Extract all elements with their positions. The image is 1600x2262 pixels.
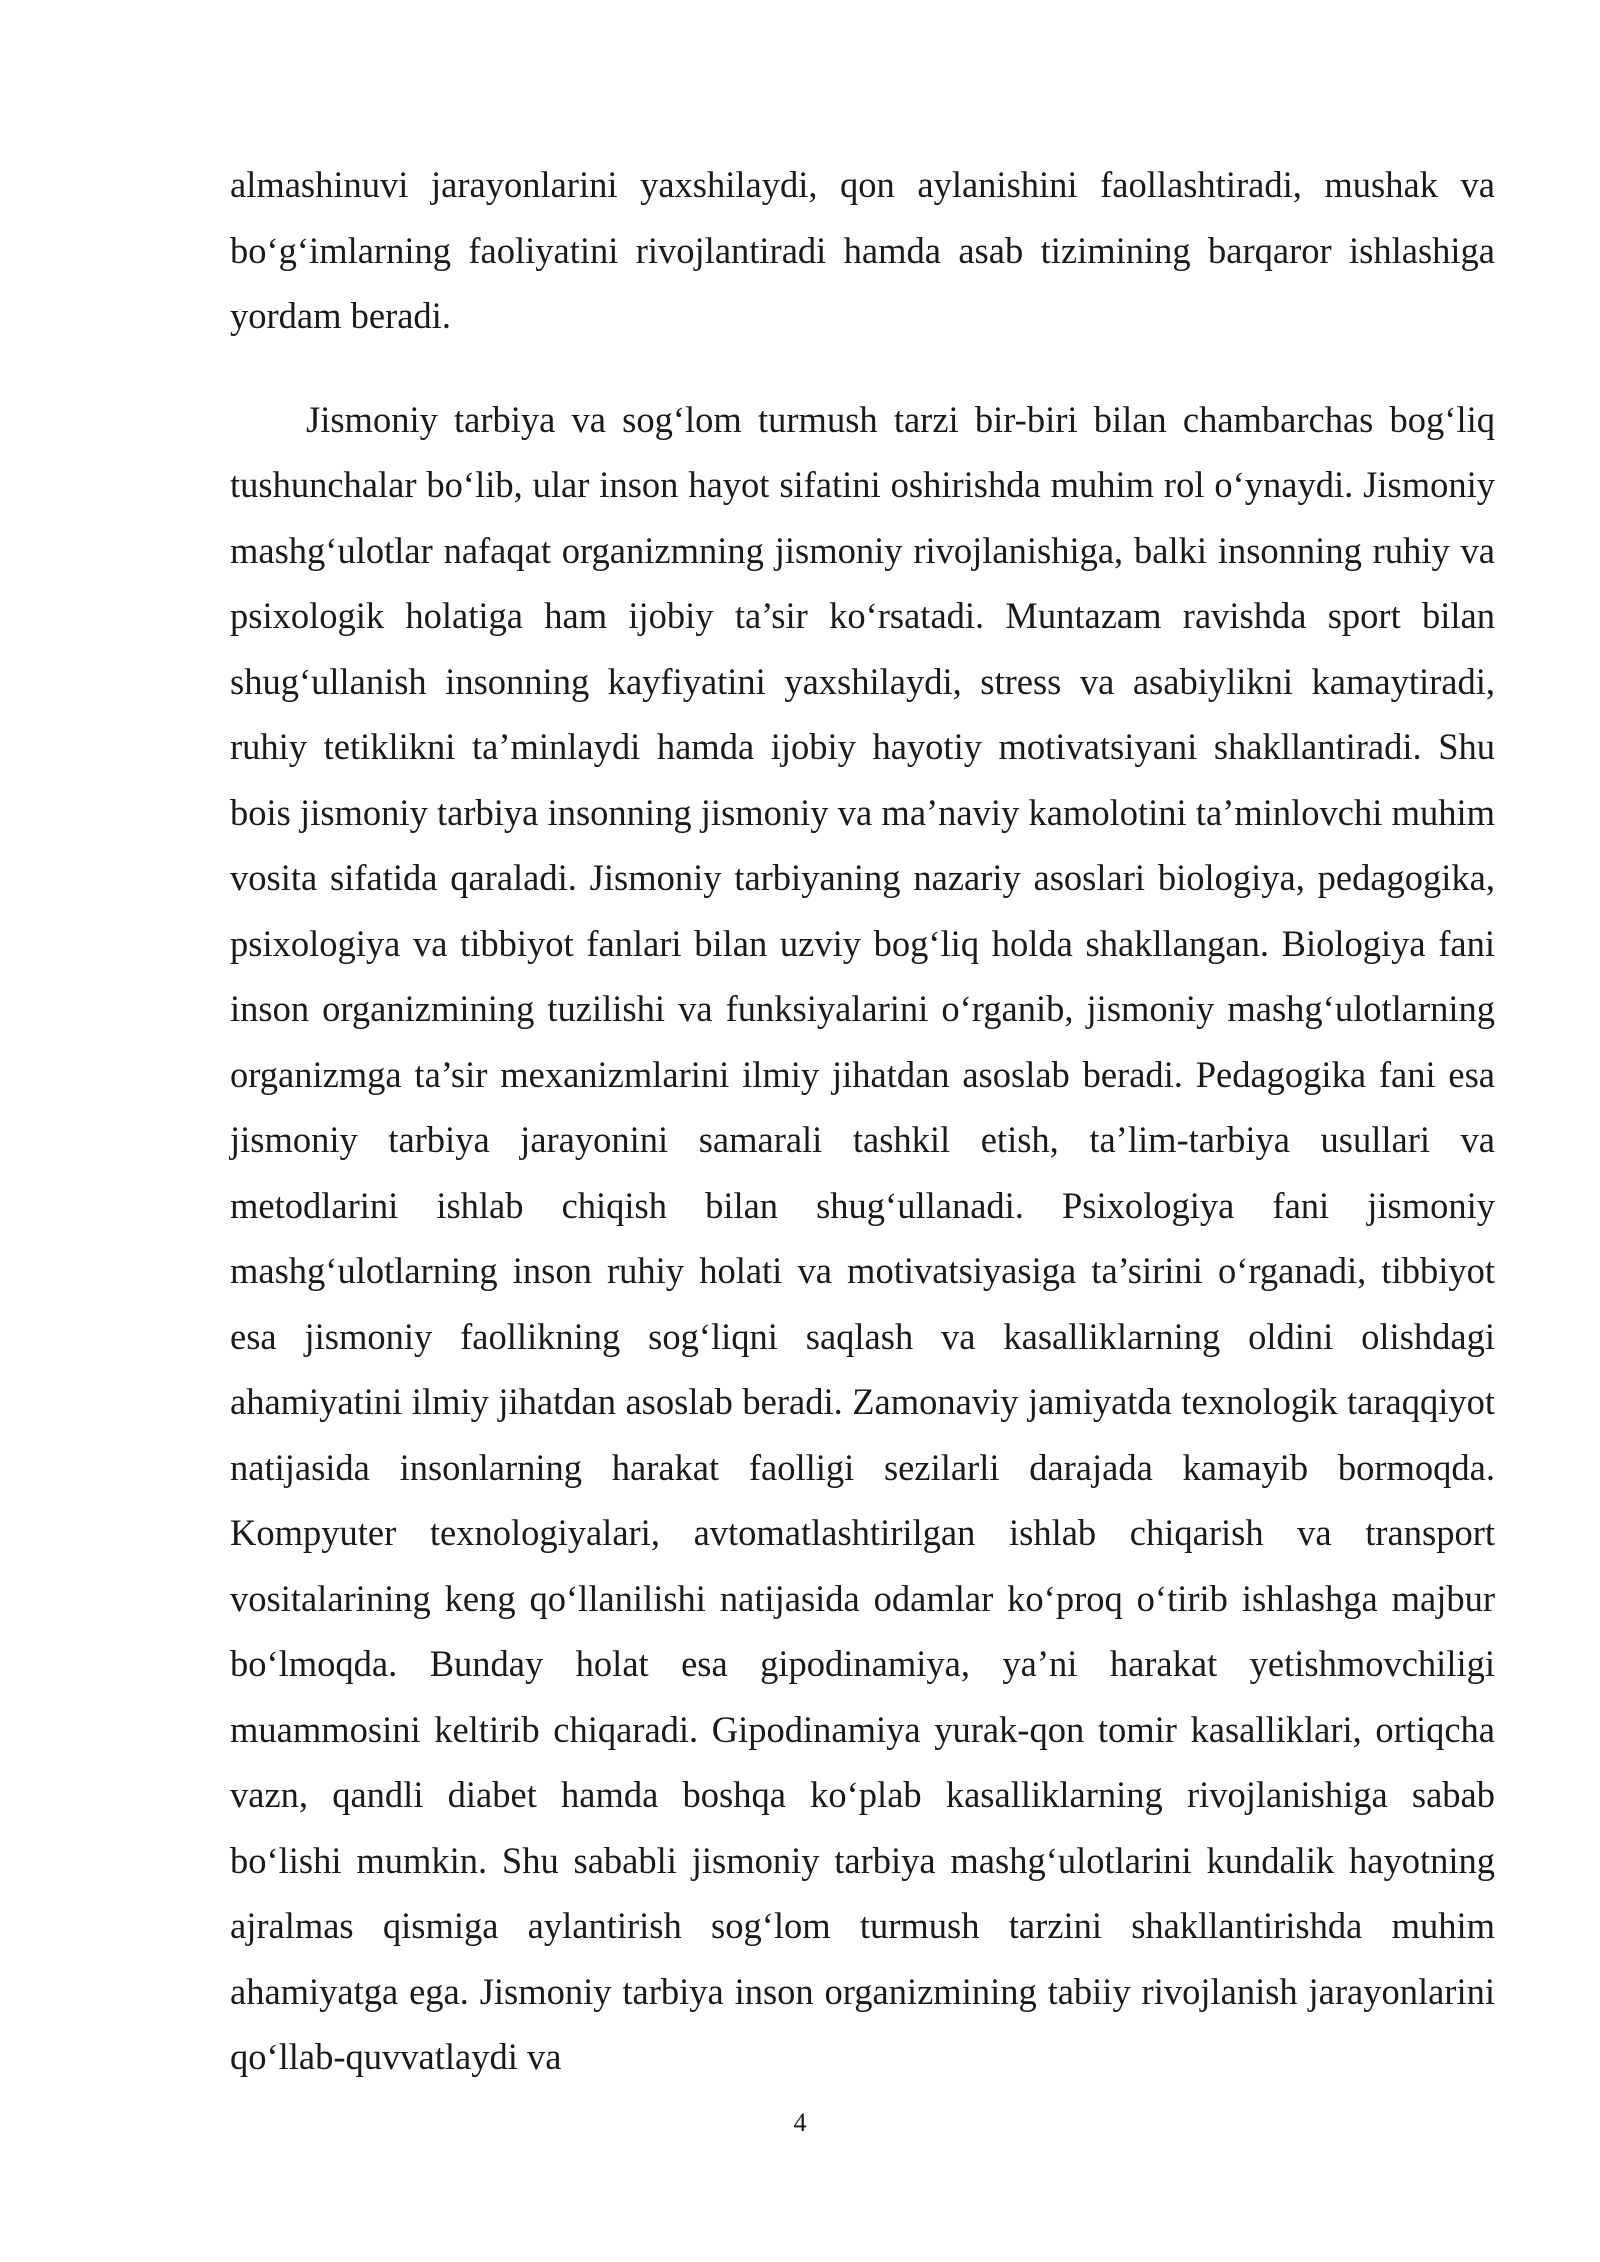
- paragraph-continued: almashinuvi jarayonlarini yaxshilaydi, qon aylanishini faollashtiradi, mushak va bo‘g‘imlarning faoliyatini rivojlantiradi hamda asab tizimining barqaror ishlashiga yordam beradi.: [230, 164, 1495, 336]
- paragraph-main: Jismoniy tarbiya va sog‘lom turmush tarzi bir-biri bilan chambarchas bog‘liq tushunchalar bo‘lib, ular inson hayot sifatini oshirishda muhim rol o‘ynaydi. Jismoniy mashg‘ulotlar nafaqat organizmning jismoniy rivojlanishiga, balki insonning ruhiy va psixologik holatiga ham ijobiy ta’sir ko‘rsatadi. Muntazam ravishda sport bilan shug‘ullanish insonning kayfiyatini yaxshilaydi, stress va asabiylikni kamaytiradi, ruhiy tetiklikni ta’minlaydi hamda ijobiy hayotiy motivatsiyani shakllantiradi. Shu bois jismoniy tarbiya insonning jismoniy va ma’naviy kamolotini ta’minlovchi muhim vosita sifatida qaraladi. Jismoniy tarbiyaning nazariy asoslari biologiya, pedagogika, psixologiya va tibbiyot fanlari bilan uzviy bog‘liq holda shakllangan. Biologiya fani inson organizmining tuzilishi va funksiyalarini o‘rganib, jismoniy mashg‘ulotlarning organizmga ta’sir mexanizmlarini ilmiy jihatdan asoslab beradi. Pedagogika fani esa jismoniy tarbiya jarayonini samarali tashkil etish, ta’lim-tarbiya usullari va metodlarini ishlab chiqish bilan shug‘ullanadi. Psixologiya fani jismoniy mashg‘ulotlarning inson ruhiy holati va motivatsiyasiga ta’sirini o‘rganadi, tibbiyot esa jismoniy faollikning sog‘liqni saqlash va kasalliklarning oldini olishdagi ahamiyatini ilmiy jihatdan asoslab beradi. Zamonaviy jamiyatda texnologik taraqqiyot natijasida insonlarning harakat faolligi sezilarli darajada kamayib bormoqda. Kompyuter texnologiyalari, avtomatlashtirilgan ishlab chiqarish va transport vositalarining keng qo‘llanilishi natijasida odamlar ko‘proq o‘tirib ishlashga majbur bo‘lmoqda. Bunday holat esa gipodinamiya, ya’ni harakat yetishmovchiligi muammosini keltirib chiqaradi. Gipodinamiya yurak-qon tomir kasalliklari, ortiqcha vazn, qandli diabet hamda boshqa ko‘plab kasalliklarning rivojlanishiga sabab bo‘lishi mumkin. Shu sababli jismoniy tarbiya mashg‘ulotlarini kundalik hayotning ajralmas qismiga aylantirish sog‘lom turmush tarzini shakllantirishda muhim ahamiyatga ega. Jismoniy tarbiya inson organizmining tabiiy rivojlanish jarayonlarini qo‘llab-quvvatlaydi va: [230, 398, 1495, 2077]
- page-number: 4: [793, 2108, 807, 2137]
- body-text: [230, 152, 1495, 2090]
